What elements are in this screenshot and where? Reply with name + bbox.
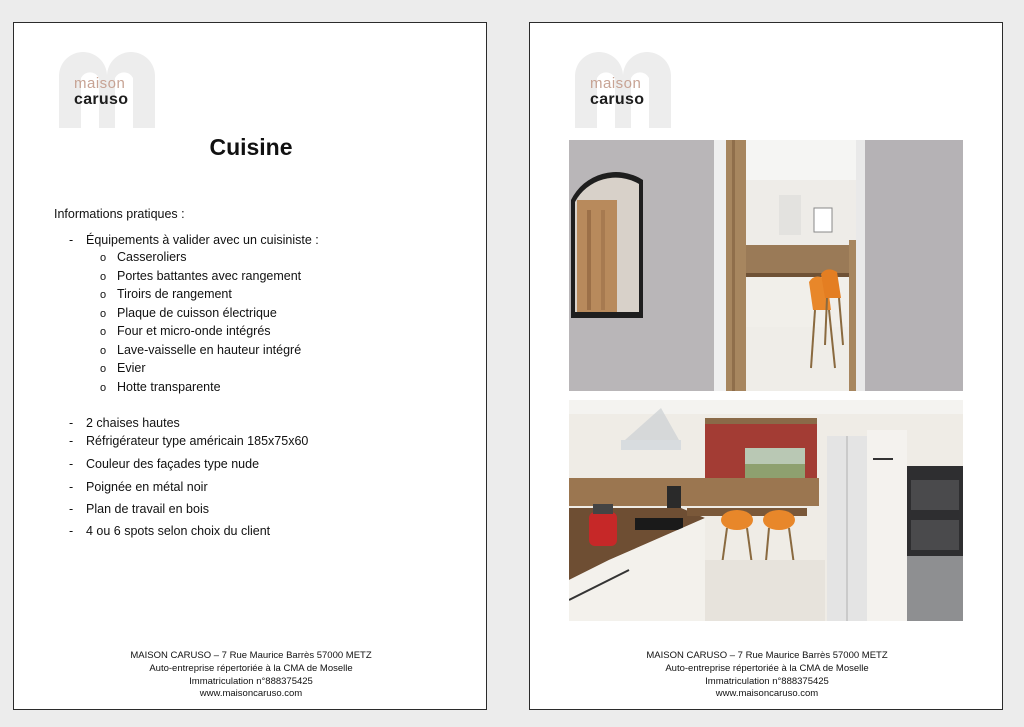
dash-icon: - <box>69 502 74 516</box>
list-item-label: Plaque de cuisson électrique <box>117 305 277 320</box>
list-item <box>69 434 308 448</box>
list-item-label: Four et micro-onde intégrés <box>117 324 271 338</box>
document-page-right <box>529 22 1003 710</box>
list-item <box>69 502 209 516</box>
list-item-label: Hotte transparente <box>117 379 221 394</box>
circle-bullet-icon: o <box>100 289 107 301</box>
page-footer <box>14 650 488 701</box>
kitchen-render-hallway-photo <box>569 140 963 391</box>
equipment-heading: Équipements à valider avec un cuisiniste : <box>86 233 319 247</box>
list-item-label: Plan de travail en bois <box>86 502 209 516</box>
list-item <box>100 380 301 399</box>
info-heading: Informations pratiques : <box>54 207 185 221</box>
dash-icon: - <box>69 480 74 494</box>
list-item-label: Réfrigérateur type américain 185x75x60 <box>86 434 309 448</box>
dash-icon: - <box>69 434 74 448</box>
equipment-list <box>100 250 301 398</box>
dash-icon: - <box>69 233 74 247</box>
brand-logo <box>575 48 671 128</box>
list-item <box>100 361 301 380</box>
circle-bullet-icon: o <box>100 252 107 264</box>
footer-address: MAISON CARUSO – 7 Rue Maurice Barrès 57000 METZ <box>646 650 888 661</box>
footer-registry: Auto-entreprise répertoriée à la CMA de Moselle <box>665 662 869 674</box>
circle-bullet-icon: o <box>100 307 107 320</box>
dash-icon: - <box>69 524 74 538</box>
list-item-label: Poignée en métal noir <box>86 480 208 494</box>
dash-icon: - <box>69 457 74 471</box>
circle-bullet-icon: o <box>100 326 107 338</box>
list-item <box>69 480 208 494</box>
list-item <box>100 269 301 288</box>
page-title: Cuisine <box>209 134 293 160</box>
logo-text-maison: maison <box>74 75 126 92</box>
list-item-label: Casseroliers <box>117 250 187 264</box>
list-item-label: Tiroirs de rangement <box>117 287 232 301</box>
logo-text-maison: maison <box>590 75 642 92</box>
circle-bullet-icon: o <box>100 344 107 357</box>
brand-logo <box>59 48 155 128</box>
footer-registry: Auto-entreprise répertoriée à la CMA de Moselle <box>149 662 353 674</box>
list-item-label: Couleur des façades type nude <box>86 457 260 471</box>
circle-bullet-icon: o <box>100 270 107 283</box>
circle-bullet-icon: o <box>100 363 107 375</box>
list-item <box>100 343 301 362</box>
circle-bullet-icon: o <box>100 381 107 394</box>
list-item <box>100 250 301 269</box>
list-item-label: Evier <box>117 361 146 375</box>
list-item <box>69 524 270 538</box>
list-item-label: Portes battantes avec rangement <box>117 268 302 283</box>
footer-website: www.maisoncaruso.com <box>715 688 819 700</box>
list-item-label: Lave-vaisselle en hauteur intégré <box>117 342 302 357</box>
footer-address: MAISON CARUSO – 7 Rue Maurice Barrès 57000 METZ <box>130 650 372 661</box>
dash-icon: - <box>69 416 74 430</box>
list-item <box>100 324 301 343</box>
logo-text-caruso: caruso <box>590 91 645 108</box>
page-footer <box>530 650 1004 701</box>
list-item <box>69 416 180 430</box>
footer-website: www.maisoncaruso.com <box>199 688 303 700</box>
equipment-heading-item <box>69 233 319 247</box>
document-page-left <box>13 22 487 710</box>
footer-registration-number: Immatriculation n°888375425 <box>189 675 313 687</box>
footer-registration-number: Immatriculation n°888375425 <box>705 675 829 687</box>
list-item <box>69 457 259 471</box>
list-item <box>100 287 301 306</box>
logo-text-caruso: caruso <box>74 91 129 108</box>
list-item-label: 4 ou 6 spots selon choix du client <box>86 524 271 538</box>
list-item-label: 2 chaises hautes <box>86 416 180 430</box>
list-item <box>100 306 301 325</box>
kitchen-render-overview-photo <box>569 400 963 621</box>
